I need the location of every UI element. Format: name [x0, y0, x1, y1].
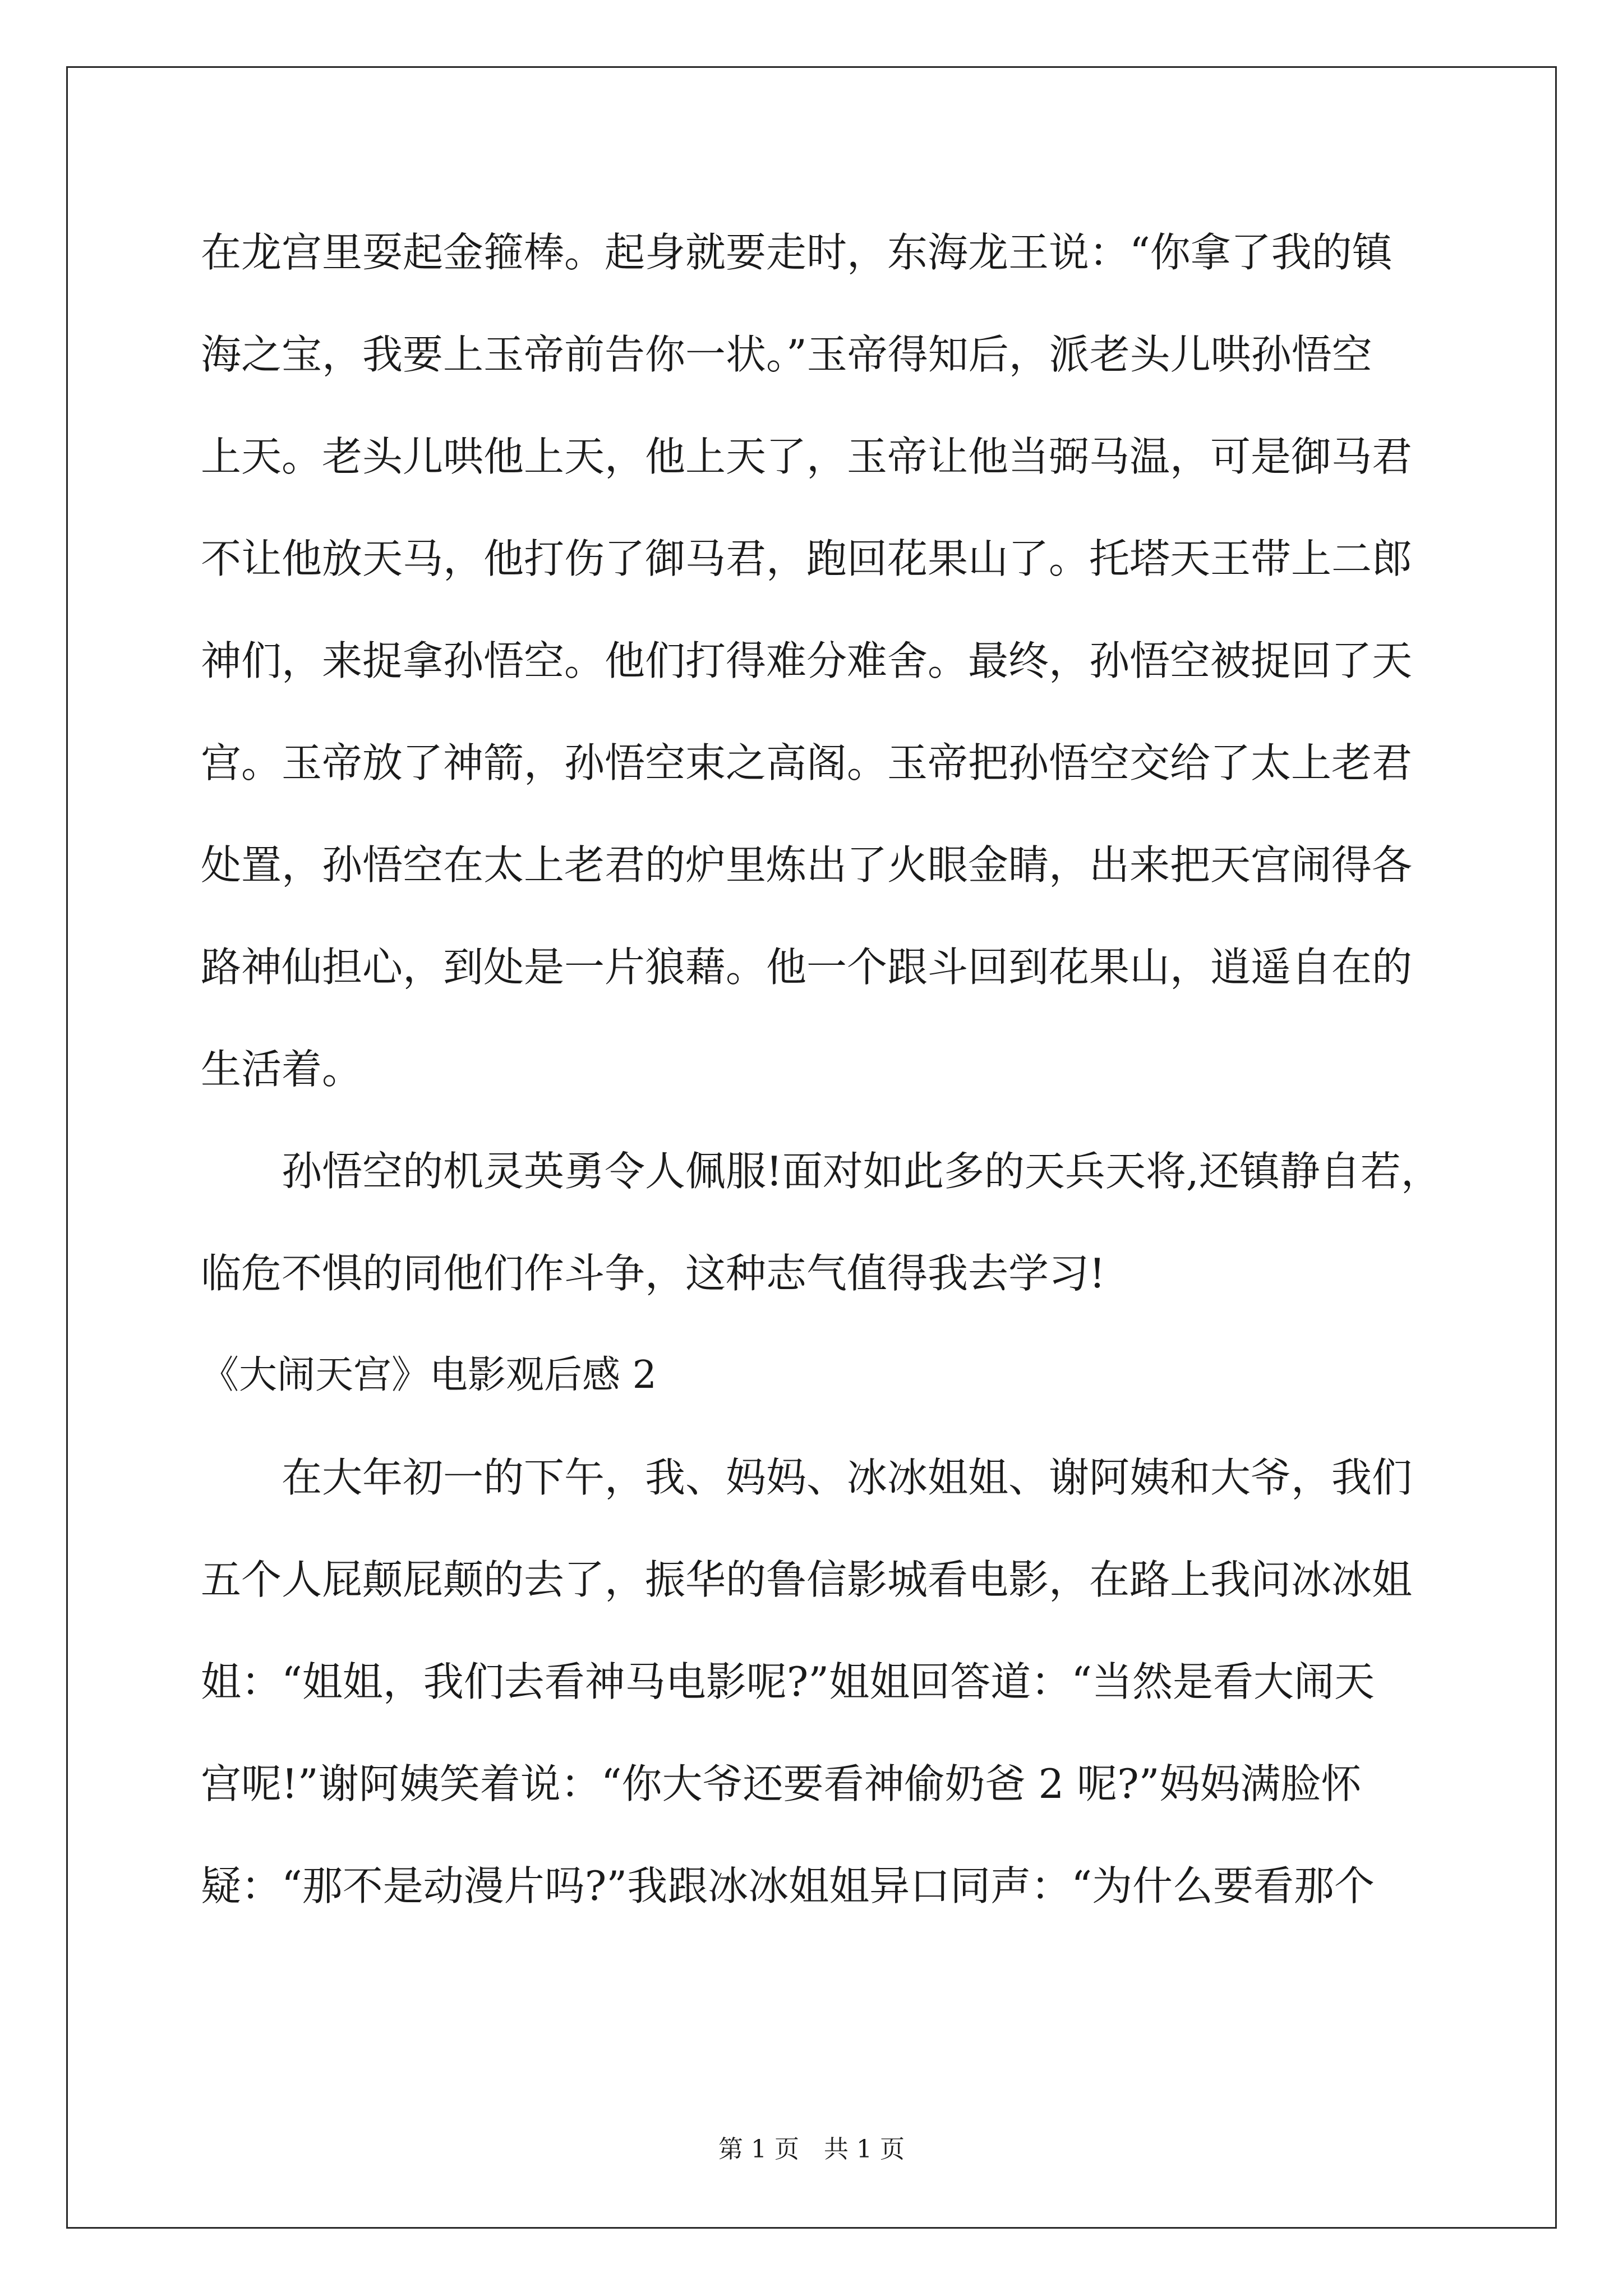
- text-line: 生活着。: [201, 1046, 363, 1093]
- text-line: 海之宝，我要上玉帝前告你一状。”玉帝得知后，派老头儿哄孙悟空: [201, 331, 1372, 378]
- text-line: 在大年初一的下午，我、妈妈、冰冰姐姐、谢阿姨和大爷，我们: [282, 1454, 1413, 1501]
- text-line: 五个人屁颠屁颠的去了，振华的鲁信影城看电影，在路上我问冰冰姐: [201, 1556, 1413, 1603]
- document-body: [201, 219, 1441, 1954]
- text-line: 处置，孙悟空在太上老君的炉里炼出了火眼金睛，出来把天宫闹得各: [201, 841, 1413, 889]
- text-line: 路神仙担心，到处是一片狼藉。他一个跟斗回到花果山，逍遥自在的: [201, 944, 1413, 991]
- text-line: 姐：“姐姐，我们去看神马电影呢?”姐姐回答道：“当然是看大闹天: [201, 1658, 1375, 1705]
- text-line: 临危不惧的同他们作斗争，这种志气值得我去学习!: [201, 1250, 1105, 1297]
- text-line: 疑：“那不是动漫片吗?”我跟冰冰姐姐异口同声：“为什么要看那个: [201, 1862, 1375, 1910]
- text-line: 神们，来捉拿孙悟空。他们打得难分难舍。最终，孙悟空被捉回了天: [201, 637, 1413, 684]
- page-footer: 第 1 页 共 1 页: [718, 2135, 905, 2164]
- text-line: 宫。玉帝放了神箭，孙悟空束之高阁。玉帝把孙悟空交给了太上老君: [201, 739, 1413, 786]
- text-line: 宫呢!”谢阿姨笑着说：“你大爷还要看神偷奶爸 2 呢?”妈妈满脸怀: [201, 1760, 1362, 1807]
- section-heading: 《大闹天宫》电影观后感 2: [201, 1353, 657, 1397]
- text-line: 在龙宫里耍起金箍棒。起身就要走时，东海龙王说：“你拿了我的镇: [201, 229, 1393, 276]
- text-line: 孙悟空的机灵英勇令人佩服!面对如此多的天兵天将,还镇静自若，: [282, 1148, 1441, 1195]
- text-line: 上天。老头儿哄他上天，他上天了，玉帝让他当弼马温，可是御马君: [201, 433, 1413, 480]
- text-line: 不让他放天马，他打伤了御马君，跑回花果山了。托塔天王带上二郎: [201, 535, 1413, 582]
